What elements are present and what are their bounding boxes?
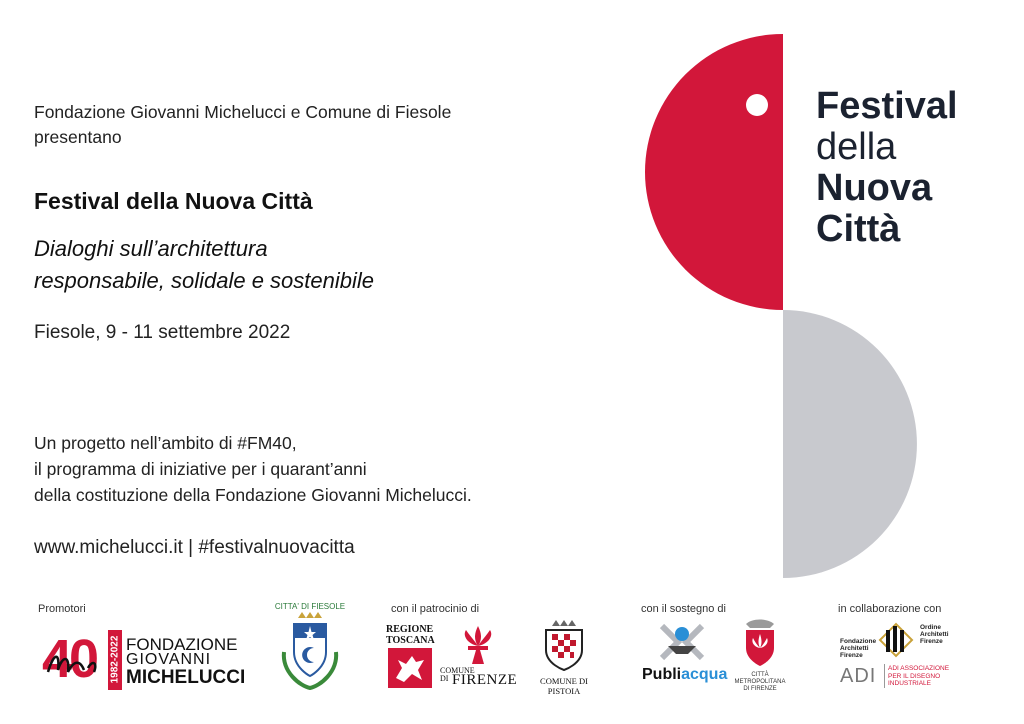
adi-divider — [884, 664, 885, 688]
firenze-line-1: COMUNE — [440, 666, 475, 675]
pistoia-text: COMUNE DI PISTOIA — [540, 676, 588, 696]
project-line-1: Un progetto nell’ambito di #FM40, — [34, 433, 297, 453]
adi-line-1: ADI ASSOCIAZIONE — [888, 665, 950, 672]
adi-text — [888, 665, 949, 688]
metro-shield-icon — [740, 618, 780, 668]
toscana-line-2: TOSCANA — [386, 635, 435, 646]
architetti-left — [840, 638, 876, 659]
firenze-line-3: FIRENZE — [452, 672, 518, 688]
toscana-line-1: REGIONE — [386, 624, 434, 635]
architetti-left-2: Architetti — [840, 645, 869, 652]
project-line-3: della costituzione della Fondazione Giovanni Michelucci. — [34, 485, 472, 505]
michelucci-logo — [42, 630, 264, 690]
caption-sostegno: con il sostegno di — [641, 603, 726, 615]
white-dot — [746, 94, 768, 116]
publiacqua-figure-icon — [658, 622, 706, 662]
firenze-lily-icon — [458, 624, 498, 666]
project-line-2: il programma di iniziative per i quarant’anni — [34, 459, 367, 479]
logo-word-nuova: Nuova — [816, 167, 933, 209]
regione-toscana-logo — [386, 624, 434, 690]
michelucci-line-1: FONDAZIONE — [126, 635, 238, 654]
red-half-disc — [645, 34, 783, 310]
logo-word-festival: Festival — [816, 85, 958, 127]
signature-icon — [44, 648, 102, 678]
publiacqua-wordmark — [642, 666, 727, 684]
years-band — [108, 630, 122, 690]
architetti-right-1: Ordine — [920, 624, 941, 631]
intro-text — [34, 100, 451, 150]
event-dates: Fiesole, 9 - 11 settembre 2022 — [34, 322, 291, 343]
pistoia-shield-icon — [542, 620, 586, 672]
logo-word-della: della — [816, 126, 897, 168]
architetti-firenze-logo — [840, 620, 960, 662]
caption-collaborazione: in collaborazione con — [838, 603, 942, 615]
fiesole-shield-icon — [280, 612, 340, 692]
event-subtitle — [34, 233, 374, 297]
publiacqua-part-1: Publi — [642, 666, 682, 683]
project-description — [34, 430, 472, 508]
adi-line-2: PER IL DISEGNO — [888, 672, 941, 680]
comune-pistoia-logo — [524, 620, 604, 696]
michelucci-years: 1982-2022 — [109, 635, 121, 684]
logo-word-citta: Città — [816, 208, 901, 250]
architetti-right-3: Firenze — [920, 638, 943, 645]
intro-line-1: Fondazione Giovanni Michelucci e Comune di Fiesole — [34, 102, 452, 122]
firenze-line-2: DI — [440, 674, 449, 683]
fiesole-ribbon: CITTA' DI FIESOLE — [274, 602, 346, 611]
caption-promotori: Promotori — [38, 603, 86, 615]
comune-firenze-logo — [440, 624, 516, 690]
michelucci-40: 40 — [42, 629, 97, 689]
adi-logo — [840, 664, 970, 692]
subtitle-line-2: responsabile, solidale e sostenibile — [34, 268, 374, 293]
event-title: Festival della Nuova Città — [34, 188, 313, 214]
adi-mark: ADI — [840, 665, 877, 687]
intro-line-2: presentano — [34, 127, 122, 147]
architetti-right-2: Architetti — [920, 631, 949, 638]
publiacqua-part-2: acqua — [681, 666, 728, 683]
metro-line-1: CITTÀ METROPOLITANA — [734, 672, 786, 685]
caption-patrocinio: con il patrocinio di — [391, 603, 480, 615]
festival-logo-text — [816, 86, 958, 250]
website-hashtag: www.michelucci.it | #festivalnuovacitta — [34, 537, 355, 558]
metro-line-2: DI FIRENZE — [743, 686, 777, 692]
adi-line-3: INDUSTRIALE — [888, 680, 931, 687]
architetti-mark-icon — [876, 620, 916, 660]
publiacqua-logo — [642, 622, 728, 688]
fiesole-crest — [274, 598, 346, 693]
architetti-left-1: Fondazione — [840, 638, 877, 645]
metro-firenze-logo — [732, 618, 788, 690]
architetti-right — [920, 624, 949, 645]
michelucci-line-2: GIOVANNI — [126, 651, 212, 668]
grey-half-disc — [783, 310, 917, 578]
architetti-left-3: Firenze — [840, 652, 863, 659]
michelucci-line-3: MICHELUCCI — [126, 667, 246, 688]
metro-text — [726, 672, 794, 693]
subtitle-line-1: Dialoghi sull’architettura — [34, 236, 268, 261]
toscana-pegasus-icon — [388, 648, 432, 688]
